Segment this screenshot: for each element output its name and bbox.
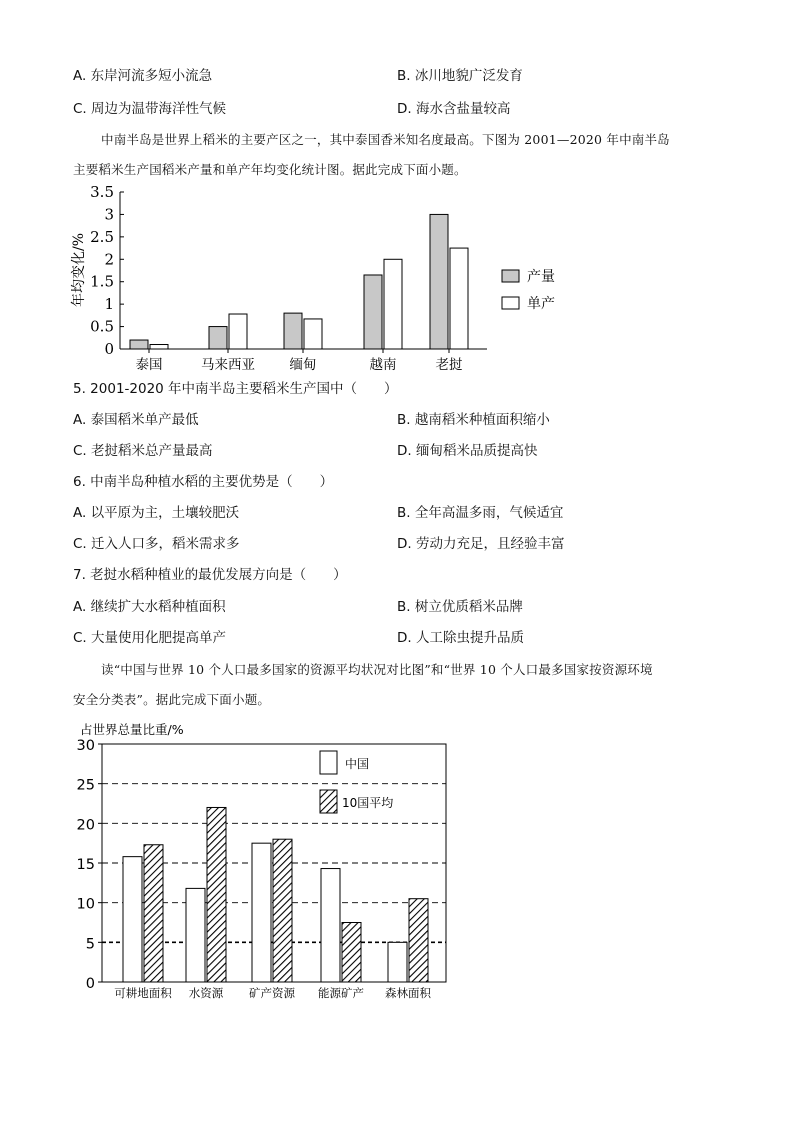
- chart2-bar-avg10: [273, 839, 292, 982]
- q4-option-a: A. 东岸河流多短小流急: [73, 68, 213, 84]
- chart1-y-tick-label: 1.5: [90, 272, 114, 291]
- chart1-bar-output: [284, 313, 302, 349]
- chart2-bar-china: [123, 857, 142, 982]
- intro2-line2: 安全分类表”。据此完成下面小题。: [73, 692, 271, 707]
- chart2-bar-china: [186, 888, 205, 982]
- chart1-legend-label: 单产: [527, 296, 555, 312]
- chart1-x-label: 缅甸: [289, 357, 317, 373]
- chart1-bar-output: [209, 327, 227, 349]
- chart1-x-label: 马来西亚: [201, 357, 255, 373]
- chart1-legend-swatch: [502, 270, 519, 282]
- chart2-y-tick-label: 10: [76, 896, 95, 913]
- chart1-x-label: 泰国: [135, 357, 163, 373]
- chart2-y-tick-label: 30: [76, 738, 95, 754]
- chart2-legend-label: 中国: [345, 757, 370, 771]
- chart1-bar-output: [130, 340, 148, 349]
- chart2-legend-label: 10国平均: [342, 796, 394, 810]
- q7-option-d: D. 人工除虫提升品质: [397, 630, 524, 646]
- chart2-x-label: 可耕地面积: [114, 986, 172, 1000]
- chart2-y-tick-label: 20: [76, 817, 95, 834]
- chart2-x-label: 森林面积: [385, 986, 431, 1000]
- chart2-bar-china: [252, 843, 271, 982]
- q6-option-b: B. 全年高温多雨，气候适宜: [397, 505, 564, 521]
- chart1-bar-output: [430, 214, 448, 349]
- chart1-y-tick-label: 1: [104, 295, 114, 314]
- intro1-line1: 中南半岛是世界上稻米的主要产区之一，其中泰国香米知名度最高。下图为 2001—2020 年中南半岛: [101, 132, 670, 147]
- q7-option-a: A. 继续扩大水稻种植面积: [73, 599, 226, 615]
- q7-option-b: B. 树立优质稻米品牌: [397, 599, 523, 615]
- chart1-y-label: 年均变化/%: [71, 232, 87, 308]
- chart1-bar-yield: [450, 248, 468, 349]
- chart2-frame: [102, 744, 446, 982]
- q5-option-c: C. 老挝稻米总产量最高: [73, 443, 213, 459]
- q7-stem: 7. 老挝水稻种植业的最优发展方向是（ ）: [73, 567, 347, 583]
- chart2-x-label: 水资源: [188, 986, 224, 1000]
- chart1-legend-label: 产量: [527, 269, 555, 285]
- chart2-y-tick-label: 0: [85, 976, 95, 992]
- chart1-bar-output: [364, 275, 382, 349]
- q5-stem: 5. 2001-2020 年中南半岛主要稻米生产国中（ ）: [73, 381, 398, 397]
- q4-option-c: C. 周边为温带海洋性气候: [73, 101, 227, 117]
- chart2-y-tick-label: 15: [76, 857, 95, 873]
- chart1-y-tick-label: 0.5: [90, 317, 114, 336]
- chart2-y-tick-label: 25: [76, 777, 95, 794]
- chart1-bar-yield: [150, 345, 168, 349]
- q5-option-d: D. 缅甸稻米品质提高快: [397, 443, 538, 459]
- chart2-bar-avg10: [144, 845, 163, 982]
- chart2-bar-china: [321, 869, 340, 982]
- q4-option-b: B. 冰川地貌广泛发育: [397, 68, 523, 84]
- chart1-bar-yield: [384, 259, 402, 349]
- chart1-y-tick-label: 2: [104, 250, 114, 269]
- chart1-x-label: 越南: [369, 357, 397, 373]
- chart1-bar-yield: [229, 314, 247, 349]
- chart2-y-label: 占世界总量比重/%: [80, 722, 184, 737]
- chart1-x-label: 老挝: [435, 357, 463, 373]
- q7-option-c: C. 大量使用化肥提高单产: [73, 630, 227, 646]
- chart2-bar-china: [388, 942, 407, 982]
- chart2-legend-swatch-china: [320, 751, 337, 774]
- chart1-y-tick-label: 3: [104, 205, 114, 224]
- q5-option-a: A. 泰国稻米单产最低: [73, 412, 199, 428]
- q6-option-d: D. 劳动力充足，且经验丰富: [397, 536, 565, 552]
- chart2-bar-avg10: [409, 899, 428, 982]
- intro2-line1: 读“中国与世界 10 个人口最多国家的资源平均状况对比图”和“世界 10 个人口最多国家按资源环境: [101, 662, 653, 677]
- chart2-y-tick-label: 5: [85, 936, 95, 953]
- chart1-y-tick-label: 0: [104, 340, 114, 358]
- q6-option-c: C. 迁入人口多，稻米需求多: [73, 536, 240, 552]
- intro1-line2: 主要稻米生产国稻米产量和单产年均变化统计图。据此完成下面小题。: [73, 162, 467, 177]
- chart2-x-label: 能源矿产: [318, 986, 364, 1000]
- q6-stem: 6. 中南半岛种植水稻的主要优势是（ ）: [73, 474, 334, 490]
- chart1-y-tick-label: 2.5: [90, 227, 114, 246]
- q5-option-b: B. 越南稻米种植面积缩小: [397, 412, 550, 428]
- chart1-legend-swatch: [502, 297, 519, 309]
- chart1-bar-yield: [304, 319, 322, 349]
- chart2-legend-swatch-avg: [320, 790, 337, 813]
- chart2-bar-avg10: [342, 923, 361, 983]
- chart2-x-label: 矿产资源: [249, 986, 295, 1000]
- chart1-y-tick-label: 3.5: [90, 183, 114, 201]
- q6-option-a: A. 以平原为主，土壤较肥沃: [73, 505, 240, 521]
- chart2-bar-avg10: [207, 807, 226, 982]
- q4-option-d: D. 海水含盐量较高: [397, 101, 511, 117]
